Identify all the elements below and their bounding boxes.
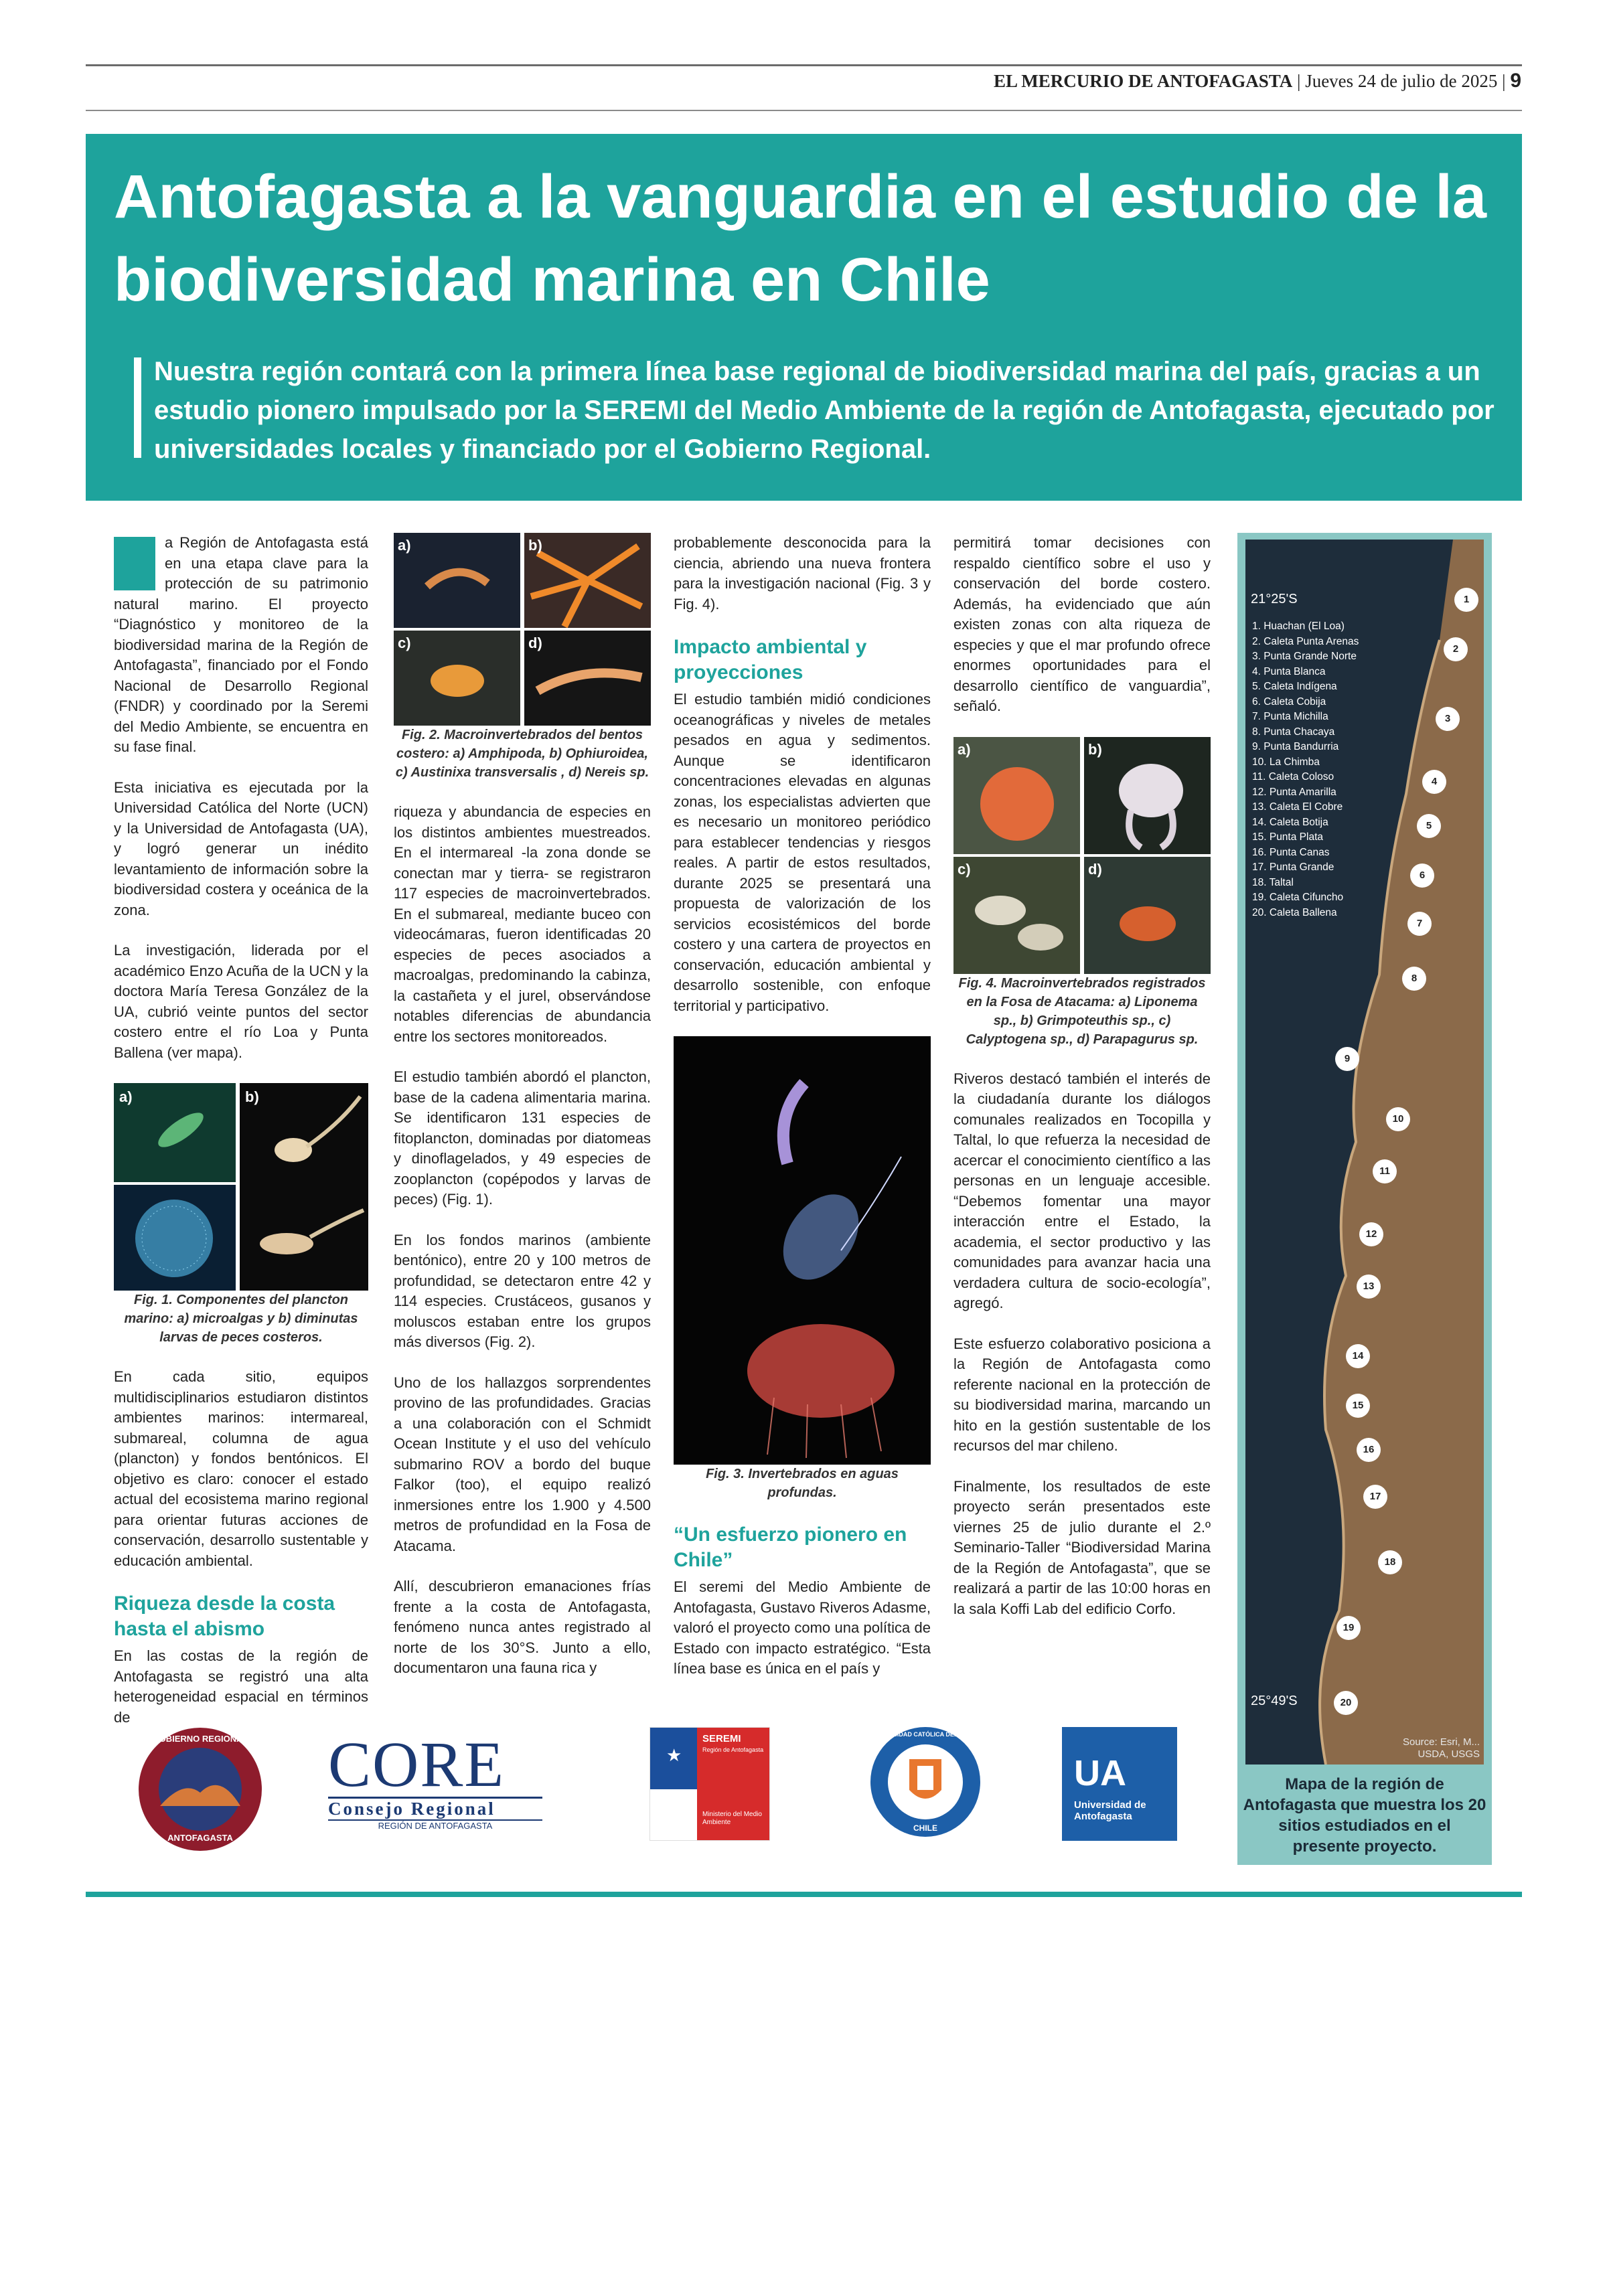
photo-diatom bbox=[114, 1185, 236, 1291]
ucn-seal bbox=[869, 1726, 982, 1838]
dumbo-octopus-illustration bbox=[1084, 737, 1211, 854]
header-rule-bottom bbox=[86, 110, 1522, 111]
crab-illustration bbox=[394, 631, 520, 726]
star-icon: ★ bbox=[666, 1745, 682, 1765]
gore-bottom-text: ANTOFAGASTA bbox=[167, 1833, 233, 1843]
article-title: Antofagasta a la vanguardia en el estudio de la biodiversidad marina en Chile bbox=[114, 163, 1487, 314]
paragraph: Finalmente, los resultados de este proyecto serán presentados este viernes 25 de julio durante el 2.º Seminario-Taller “Biodiversidad Marina de la Región de Antofagasta”, que se realizará a partir de las 10:00 horas en la sala Koffi Lab del edificio Corfo. bbox=[953, 1477, 1211, 1617]
seremi-region: Región de Antofagasta bbox=[702, 1746, 764, 1753]
column-3 bbox=[674, 533, 931, 1700]
paragraph: El estudio también midió condiciones oceanográficas y niveles de metales pesados en agua y sedimentos. Aunque se identificaron concentraciones elevadas en algunas zonas, los especialistas advierten que es necesario un monitoreo periódico para establecer tendencias y riesgos reales. A partir de estos resultados, durante 2025 se presentará una propuesta de valorización de los servicios ecosistémicos del borde costero y una cartera de proyectos en conservación, educación ambiental y desarrollo sostenible, con enfoque territorial y participativo. bbox=[674, 691, 931, 1014]
map-pin: 2 bbox=[1444, 637, 1468, 661]
map-pin: 3 bbox=[1436, 707, 1460, 731]
paragraph: riqueza y abundancia de especies en los distintos ambientes muestreados. En el intermareal -la zona donde se conectan mar y tierra- se registraron 117 especies de macroinvertebrados. En el submareal, mediante buceo con videocámaras, fueron identificadas 20 especies de peces asociados a macroalgas, predominando la cabinza, la castañeta y el jurel, observándose notables diferencias de abundancia entre los sectores monitoreados. bbox=[394, 803, 651, 1045]
column-1 bbox=[114, 533, 368, 1748]
map-pin: 10 bbox=[1386, 1107, 1410, 1131]
core-wordmark: CORE bbox=[328, 1728, 506, 1800]
subtitle-bar bbox=[134, 357, 141, 458]
drop-cap-block bbox=[114, 537, 155, 590]
site-item: 14. Caleta Botija bbox=[1252, 816, 1328, 828]
hermit-crab-illustration bbox=[1084, 857, 1211, 974]
map-pin: 4 bbox=[1422, 770, 1446, 794]
map-pin: 8 bbox=[1402, 967, 1426, 991]
figure-1 bbox=[114, 1083, 368, 1291]
figure-label: a) bbox=[119, 1088, 133, 1105]
site-item: 15. Punta Plata bbox=[1252, 831, 1323, 843]
site-item: 13. Caleta El Cobre bbox=[1252, 801, 1343, 813]
figure-label: a) bbox=[398, 537, 411, 554]
map-pin: 19 bbox=[1336, 1616, 1361, 1640]
amphipod-illustration bbox=[394, 533, 520, 628]
figure-2-caption: Fig. 2. Macroinvertebrados del bentos costero: a) Amphipoda, b) Ophiuroidea, c) Austinixa transversalis , d) Nereis sp. bbox=[395, 728, 649, 780]
site-item: 17. Punta Grande bbox=[1252, 862, 1334, 873]
clam-illustration bbox=[953, 857, 1080, 974]
deep-sea-invertebrates-illustration bbox=[674, 1036, 931, 1465]
site-item: 2. Caleta Punta Arenas bbox=[1252, 635, 1359, 647]
site-item: 10. La Chimba bbox=[1252, 756, 1320, 768]
map-caption: Mapa de la región de Antofagasta que muestra los 20 sitios estudiados en el presente proyecto. bbox=[1243, 1775, 1486, 1856]
map-pin: 1 bbox=[1454, 588, 1478, 612]
paragraph: Allí, descubrieron emanaciones frías frente a la costa de Antofagasta, fenómeno nunca antes registrado al norte de los 30°S. Junto a ello, documentaron una fauna rica y bbox=[394, 1578, 651, 1676]
ua-logo bbox=[1062, 1727, 1177, 1841]
map-pin: 15 bbox=[1346, 1394, 1370, 1418]
photo-nereis bbox=[524, 631, 651, 726]
site-item: 6. Caleta Cobija bbox=[1252, 695, 1326, 708]
site-item: 4. Punta Blanca bbox=[1252, 665, 1326, 677]
figure-label: b) bbox=[1088, 740, 1102, 758]
paragraph: a Región de Antofagasta está en una etapa clave para la protección de su patrimonio natural marino. El proyecto “Diagnóstico y monitoreo de la biodiversidad marina de la Región de Antofagasta”, financiado por el Fondo Nacional de Desarrollo Regional (FNDR) y coordinado por la Seremi del Medio Ambiente, se encuentra en su fase final. bbox=[114, 534, 368, 755]
seremi-flag-blue bbox=[650, 1728, 697, 1789]
paragraph: En las costas de la región de Antofagasta se registró una alta heterogeneidad espacial en términos de bbox=[114, 1647, 368, 1726]
paragraph: Uno de los hallazgos sorprendentes provino de las profundidades. Gracias a una colaboración con el Schmidt Ocean Institute y el uso del vehículo submarino ROV a bordo del buque Falkor (too), el equipo realizó inmersiones entre los 1.900 y 4.500 metros de profundidad en la Fosa de Atacama. bbox=[394, 1374, 651, 1554]
section-subtitle: Riqueza desde la costa hasta el abismo bbox=[114, 1592, 335, 1640]
newspaper-name: EL MERCURIO DE ANTOFAGASTA bbox=[993, 71, 1293, 91]
header-rule bbox=[86, 64, 1522, 66]
map-pin: 6 bbox=[1410, 864, 1434, 888]
site-item: 8. Punta Chacaya bbox=[1252, 726, 1335, 738]
latitude-bottom: 25°49'S bbox=[1251, 1694, 1298, 1708]
gobierno-regional-logo bbox=[137, 1726, 264, 1853]
map-pin: 16 bbox=[1357, 1438, 1381, 1462]
map-pin: 5 bbox=[1417, 814, 1441, 838]
core-region: REGIÓN DE ANTOFAGASTA bbox=[328, 1819, 542, 1831]
figure-2 bbox=[394, 533, 651, 726]
photo-parapagurus bbox=[1084, 857, 1211, 974]
site-item: 5. Caleta Indígena bbox=[1252, 681, 1337, 692]
ucn-ring-text: UNIVERSIDAD CATÓLICA DEL NORTE bbox=[870, 1731, 981, 1738]
paragraph: En los fondos marinos (ambiente bentónico), entre 20 y 100 metros de profundidad, se detectaron entre 42 y 114 especies. Crustáceos, gusanos y moluscos estaban entre los grupos más diversos (Fig. 2). bbox=[394, 1231, 651, 1350]
figure-4 bbox=[953, 737, 1211, 974]
diatom-illustration bbox=[114, 1185, 236, 1291]
paragraph: Esta iniciativa es ejecutada por la Universidad Católica del Norte (UCN) y la Universidad de Antofagasta (UA), y logró generar un inédito levantamiento de información sobre la biodiversidad costera y oceánica de la zona. bbox=[114, 778, 368, 918]
figure-label: a) bbox=[958, 740, 971, 758]
photo-ophiuroidea bbox=[524, 533, 651, 628]
paragraph: Este esfuerzo colaborativo posiciona a la Región de Antofagasta como referente nacional en la protección de su biodiversidad marina, marcando un hito en la gestión sustentable de los recursos del mar chileno. bbox=[953, 1335, 1211, 1454]
latitude-top: 21°25'S bbox=[1251, 592, 1298, 606]
paragraph: El seremi del Medio Ambiente de Antofagasta, Gustavo Riveros Adasme, valoró el proyecto como una política de Estado con impacto estratégico. “Esta línea base es única en el país y bbox=[674, 1578, 931, 1677]
figure-4-caption: Fig. 4. Macroinvertebrados registrados en la Fosa de Atacama: a) Liponema sp., b) Grimpoteuthis sp., c) Calyptogena sp., d) Parapagurus sp. bbox=[958, 975, 1206, 1047]
core-logo bbox=[328, 1728, 542, 1831]
site-item: 11. Caleta Coloso bbox=[1252, 771, 1334, 783]
section-subtitle: “Un esfuerzo pionero en Chile” bbox=[674, 1524, 907, 1571]
site-item: 12. Punta Amarilla bbox=[1252, 786, 1336, 798]
masthead: EL MERCURIO DE ANTOFAGASTA | Jueves 24 de julio de 2025 | 9 bbox=[993, 70, 1521, 92]
site-list bbox=[1252, 619, 1359, 920]
photo-fish-larvae bbox=[240, 1083, 368, 1291]
map-pin: 7 bbox=[1407, 912, 1432, 936]
article-subtitle: Nuestra región contará con la primera línea base regional de biodiversidad marina del país, gracias a un estudio pionero impulsado por la SEREMI del Medio Ambiente de la región de Antofagasta, ejecutado por universidades locales y financiado por el Gobierno Regional. bbox=[154, 357, 1495, 464]
ucn-bottom-text: CHILE bbox=[913, 1823, 937, 1833]
column-2 bbox=[394, 533, 651, 1699]
figure-label: b) bbox=[245, 1088, 259, 1105]
worm-illustration bbox=[524, 631, 651, 726]
site-item: 16. Punta Canas bbox=[1252, 846, 1330, 858]
anemone-illustration bbox=[953, 737, 1080, 854]
map-pin: 18 bbox=[1378, 1550, 1402, 1574]
larvae-illustration bbox=[240, 1083, 368, 1291]
ucn-logo bbox=[869, 1726, 982, 1838]
paragraph: Riveros destacó también el interés de la ciudadanía durante los diálogos comunales realizados en Tocopilla y Taltal, lo que refuerza la necesidad de acercar el conocimiento científico a las personas en un lenguaje accesible. “Debemos fomentar una mayor interacción entre el Estado, la academia, el sector productivo y las comunidades para avanzar hacia una verdadera cultura de socio-ecología”, agregó. bbox=[953, 1070, 1211, 1311]
figure-label: b) bbox=[528, 537, 542, 554]
site-item: 9. Punta Bandurria bbox=[1252, 741, 1339, 752]
photo-calyptogena bbox=[953, 857, 1080, 974]
seremi-title: SEREMI bbox=[702, 1733, 741, 1744]
gore-top-text: GOBIERNO REGIONAL bbox=[152, 1734, 248, 1744]
site-item: 3. Punta Grande Norte bbox=[1252, 651, 1357, 662]
map-source: Source: Esri, M... USDA, USGS bbox=[1402, 1736, 1480, 1760]
seremi-logo bbox=[649, 1727, 770, 1841]
photo-austinixa bbox=[394, 631, 520, 726]
photo-amphipoda bbox=[394, 533, 520, 628]
column-4 bbox=[953, 533, 1211, 1639]
paragraph: probablemente desconocida para la ciencia, abriendo una nueva frontera para la investigación nacional (Fig. 3 y Fig. 4). bbox=[674, 534, 931, 612]
issue-date: Jueves 24 de julio de 2025 bbox=[1305, 71, 1498, 91]
figure-label: c) bbox=[398, 635, 411, 651]
photo-grimpoteuthis bbox=[1084, 737, 1211, 854]
ua-wordmark: UA bbox=[1074, 1753, 1126, 1793]
map-pin: 13 bbox=[1357, 1275, 1381, 1299]
figure-1-caption: Fig. 1. Componentes del plancton marino: a) microalgas y b) diminutas larvas de peces costeros. bbox=[124, 1293, 358, 1345]
paragraph: En cada sitio, equipos multidisciplinarios estudiaron distintos ambientes marinos: intermareal, submareal, columna de agua (plancton) y fondos bentónicos. El objetivo es claro: conocer el estado actual del ecosistema marino regional para orientar futuras acciones de conservación, desarrollo sustentable y educación ambiental. bbox=[114, 1368, 368, 1569]
ua-name: Universidad de Antofagasta bbox=[1074, 1799, 1146, 1822]
figure-3-photo bbox=[674, 1036, 931, 1465]
figure-label: d) bbox=[1088, 860, 1102, 878]
paragraph: La investigación, liderada por el académico Enzo Acuña de la UCN y la doctora María Teresa González de la UA, cubrió veinte puntos del sector costero entre el río Loa y Punta Ballena (ver mapa). bbox=[114, 942, 368, 1061]
figure-3-caption: Fig. 3. Invertebrados en aguas profundas. bbox=[706, 1467, 899, 1500]
footer-rule bbox=[86, 1892, 1522, 1897]
section-subtitle: Impacto ambiental y proyecciones bbox=[674, 636, 867, 683]
map-pin: 14 bbox=[1346, 1344, 1370, 1368]
map-pin: 17 bbox=[1363, 1485, 1387, 1509]
site-item: 20. Caleta Ballena bbox=[1252, 906, 1337, 918]
paragraph: permitirá tomar decisiones con respaldo científico sobre el uso y conservación del borde costero. Además, ha evidenciado que aún existen zonas con alta riqueza de especies y que el mar profundo ofrece enormes oportunidades para el desarrollo científico de vanguardia”, señaló. bbox=[953, 534, 1211, 714]
photo-liponema bbox=[953, 737, 1080, 854]
site-item: 18. Taltal bbox=[1252, 876, 1294, 888]
paragraph: El estudio también abordó el plancton, base de la cadena alimentaria marina. Se identificaron 131 especies de fitoplancton, dominadas por diatomeas y dinoflagelados, y 49 especies de zooplancton (copépodos y larvas de peces) (Fig. 1). bbox=[394, 1068, 651, 1208]
seremi-ministry: Ministerio del Medio Ambiente bbox=[702, 1811, 762, 1826]
page-number: 9 bbox=[1510, 70, 1521, 92]
map-pin: 11 bbox=[1373, 1159, 1397, 1183]
brittle-star-illustration bbox=[524, 533, 651, 628]
figure-label: c) bbox=[958, 860, 971, 878]
figure-label: d) bbox=[528, 635, 542, 651]
core-subtitle: Consejo Regional bbox=[328, 1797, 542, 1819]
site-item: 7. Punta Michilla bbox=[1252, 711, 1328, 722]
map-pin: 9 bbox=[1335, 1047, 1359, 1071]
site-item: 19. Caleta Cifuncho bbox=[1252, 892, 1344, 903]
map-pin: 12 bbox=[1359, 1222, 1383, 1246]
site-item: 1. Huachan (El Loa) bbox=[1252, 621, 1345, 632]
map-pin: 20 bbox=[1334, 1691, 1358, 1715]
